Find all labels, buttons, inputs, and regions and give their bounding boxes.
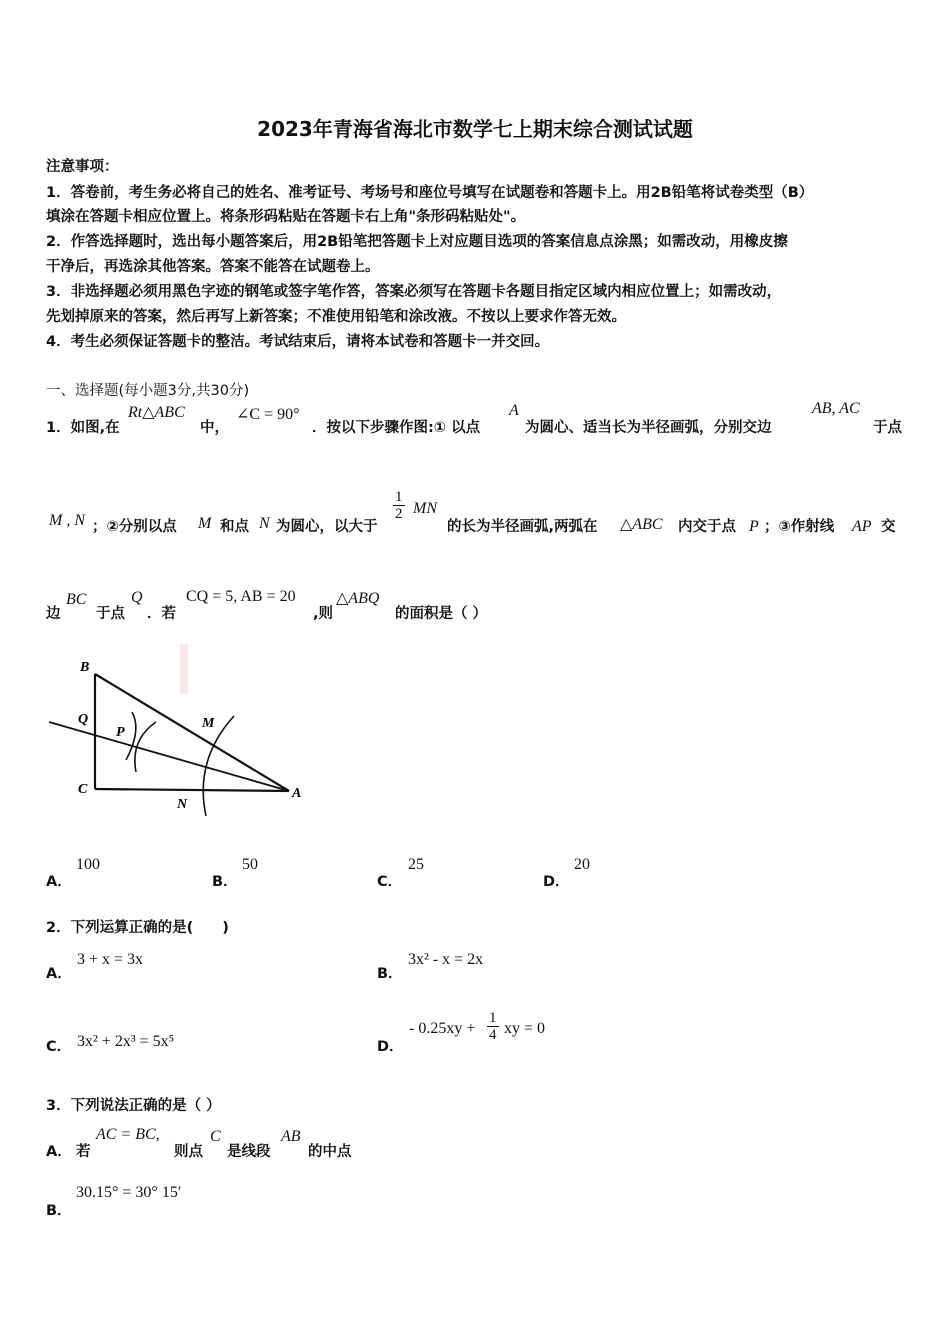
q1-angle: ∠C = 90° bbox=[236, 406, 300, 423]
label-n: N bbox=[177, 797, 188, 812]
notice-line: 填涂在答题卡相应位置上。将条形码粘贴在答题卡右上角"条形码粘贴处"。 bbox=[46, 209, 526, 225]
notice-line: 3．非选择题必须用黑色字迹的钢笔或签字笔作答，答案必须写在答题卡各题目指定区域内相应位置上；如需改动， bbox=[46, 284, 782, 300]
notice-line: 先划掉原来的答案，然后再写上新答案；不准使用铅笔和涂改液。不按以上要求作答无效。 bbox=[46, 309, 626, 325]
q1-text: ；③作射线 bbox=[764, 519, 835, 535]
q2-option-a-value: 3 + x = 3x bbox=[77, 951, 144, 968]
q2-option-a-label[interactable]: A． bbox=[46, 966, 72, 982]
q2-option-d-fraction bbox=[487, 1010, 499, 1043]
q1-option-a-value: 100 bbox=[76, 856, 100, 873]
q1-point-n: N bbox=[259, 515, 270, 532]
q1-figure bbox=[44, 640, 334, 820]
label-b: B bbox=[80, 660, 90, 675]
q2-option-b-label[interactable]: B． bbox=[377, 966, 403, 982]
q3-stem: 3．下列说法正确的是（ ） bbox=[46, 1098, 221, 1114]
section-heading: 一、选择题(每小题3分,共30分) bbox=[46, 383, 250, 399]
q1-ray-ap: AP bbox=[852, 518, 872, 535]
q1-stem: 1．如图,在 bbox=[46, 420, 120, 436]
q3-option-a-label[interactable]: A． bbox=[46, 1144, 72, 1160]
q1-option-d-label[interactable]: D． bbox=[543, 874, 570, 890]
label-p: P bbox=[116, 725, 125, 740]
q3-option-a-segment: AB bbox=[281, 1128, 301, 1145]
q2-option-d-prefix: - 0.25xy + bbox=[409, 1020, 476, 1037]
q3-option-a-text: 则点 bbox=[174, 1144, 203, 1160]
q3-option-a-math: AC = BC, bbox=[96, 1126, 160, 1143]
q3-option-a-text: 若 bbox=[76, 1144, 91, 1160]
q1-side-bc: BC bbox=[66, 591, 87, 608]
page-title: 2023年青海省海北市数学七上期末综合测试试题 bbox=[257, 117, 693, 141]
q1-triangle-abq: △ABQ bbox=[336, 590, 380, 607]
q2-option-d-label[interactable]: D． bbox=[377, 1039, 404, 1055]
q2-option-b-value: 3x² - x = 2x bbox=[408, 951, 484, 968]
q1-triangle-abc: △ABC bbox=[620, 516, 663, 533]
arc-from-a bbox=[203, 716, 234, 816]
fraction-numerator: 1 bbox=[489, 1010, 497, 1026]
q2-option-d-suffix: xy = 0 bbox=[504, 1020, 546, 1037]
label-c: C bbox=[78, 782, 88, 797]
q1-sides: AB, AC bbox=[812, 400, 860, 417]
q1-point-q: Q bbox=[131, 589, 143, 606]
q1-text: ．按以下步骤作图:① 以点 bbox=[312, 420, 481, 436]
q1-text: ,则 bbox=[313, 606, 334, 622]
notice-line: 2．作答选择题时，选出每小题答案后，用2B铅笔把答题卡上对应题目选项的答案信息点涂黑；如需改动，用橡皮擦 bbox=[46, 234, 788, 250]
q1-option-c-value: 25 bbox=[408, 856, 424, 873]
q3-option-a-text: 的中点 bbox=[308, 1144, 352, 1160]
q1-fraction bbox=[393, 489, 405, 522]
q1-text: 于点 bbox=[873, 420, 902, 436]
q1-text: ；②分别以点 bbox=[92, 519, 177, 535]
q1-point-a: A bbox=[509, 402, 519, 419]
q1-text: 中， bbox=[200, 420, 229, 436]
figure-smudge bbox=[180, 644, 188, 694]
label-q: Q bbox=[78, 712, 89, 727]
q1-option-d-value: 20 bbox=[574, 856, 590, 873]
q1-option-a-label[interactable]: A． bbox=[46, 874, 72, 890]
q1-text: 为圆心、适当长为半径画弧，分别交边 bbox=[525, 420, 772, 436]
q1-option-b-label[interactable]: B． bbox=[212, 874, 238, 890]
q1-points-mn: M , N bbox=[49, 512, 85, 529]
q2-stem: 2．下列运算正确的是( ) bbox=[46, 920, 229, 936]
notice-line: 干净后，再选涂其他答案。答案不能答在试题卷上。 bbox=[46, 259, 380, 275]
q1-point-m: M bbox=[198, 515, 212, 532]
q1-option-c-label[interactable]: C． bbox=[377, 874, 403, 890]
q1-text: ．若 bbox=[147, 606, 176, 622]
q1-text: 交 bbox=[881, 519, 896, 535]
q2-option-c-label[interactable]: C． bbox=[46, 1039, 72, 1055]
q3-option-a-text: 是线段 bbox=[227, 1144, 271, 1160]
notice-line: 4．考生必须保证答题卡的整洁。考试结束后，请将本试卷和答题卡一并交回。 bbox=[46, 334, 550, 350]
q1-condition: CQ = 5, AB = 20 bbox=[186, 588, 296, 605]
q1-text: 的面积是（ ） bbox=[395, 606, 488, 622]
q2-option-c-value: 3x² + 2x³ = 5x⁵ bbox=[77, 1033, 175, 1050]
q1-text: 和点 bbox=[220, 519, 249, 535]
q1-point-p: P bbox=[749, 518, 759, 535]
notice-line: 1．答卷前，考生务必将自己的姓名、准考证号、考场号和座位号填写在试题卷和答题卡上。用2B铅笔将试卷类型（B） bbox=[46, 185, 814, 201]
q3-option-b-value: 30.15° = 30° 15′ bbox=[76, 1184, 182, 1201]
fraction-denominator: 2 bbox=[395, 506, 403, 522]
label-a: A bbox=[292, 786, 302, 801]
q1-rt-triangle: Rt△ABC bbox=[128, 404, 185, 421]
q1-segment-mn: MN bbox=[413, 500, 437, 517]
q3-option-a-point: C bbox=[210, 1128, 221, 1145]
q1-text: 的长为半径画弧,两弧在 bbox=[447, 519, 598, 535]
q3-option-b-label[interactable]: B． bbox=[46, 1203, 72, 1219]
notice-heading: 注意事项： bbox=[46, 159, 119, 175]
side-ca bbox=[95, 789, 289, 791]
fraction-denominator: 4 bbox=[489, 1027, 497, 1043]
q1-text: 边 bbox=[46, 606, 61, 622]
q1-text: 内交于点 bbox=[678, 519, 736, 535]
fraction-numerator: 1 bbox=[395, 489, 403, 505]
q1-text: 于点 bbox=[96, 606, 125, 622]
q1-option-b-value: 50 bbox=[242, 856, 258, 873]
ray-ap bbox=[49, 722, 289, 791]
q1-text: 为圆心，以大于 bbox=[276, 519, 378, 535]
arc-from-n bbox=[126, 712, 136, 760]
label-m: M bbox=[202, 716, 215, 731]
